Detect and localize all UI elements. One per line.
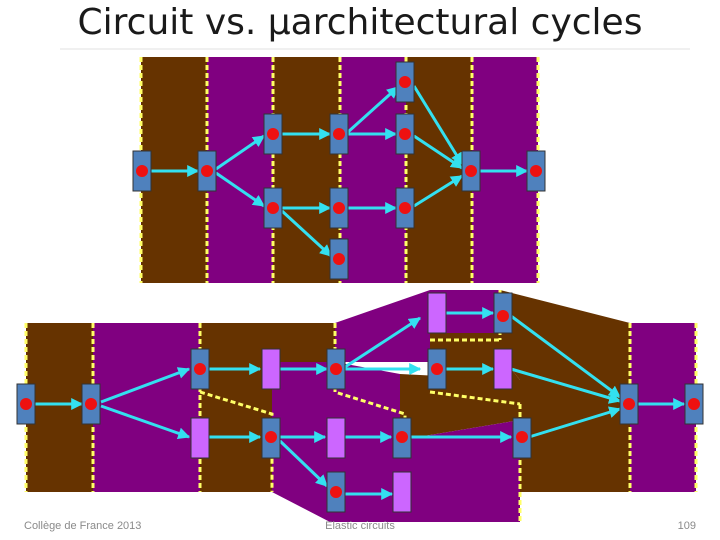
- empty-register: [494, 349, 512, 389]
- bottom-circuit: [17, 290, 703, 522]
- token-dot: [136, 165, 148, 177]
- token-dot: [85, 398, 97, 410]
- token-dot: [333, 253, 345, 265]
- token-dot: [330, 363, 342, 375]
- empty-register: [327, 418, 345, 458]
- token-dot: [688, 398, 700, 410]
- stage-band: [330, 492, 520, 522]
- footer-topic: Elastic circuits: [325, 520, 395, 532]
- empty-register: [393, 472, 411, 512]
- footer-institution: Collège de France 2013: [24, 520, 142, 532]
- token-dot: [265, 431, 277, 443]
- token-dot: [399, 128, 411, 140]
- bottom-stages: [26, 290, 696, 522]
- token-dot: [399, 76, 411, 88]
- token-dot: [333, 128, 345, 140]
- token-dot: [267, 128, 279, 140]
- empty-register: [428, 293, 446, 333]
- token-dot: [194, 363, 206, 375]
- empty-register: [191, 418, 209, 458]
- token-dot: [201, 165, 213, 177]
- token-dot: [396, 431, 408, 443]
- token-dot: [267, 202, 279, 214]
- token-dot: [399, 202, 411, 214]
- slide-number: 109: [677, 520, 696, 532]
- token-dot: [20, 398, 32, 410]
- token-dot: [330, 486, 342, 498]
- token-dot: [516, 431, 528, 443]
- token-dot: [431, 363, 443, 375]
- slide-title: Circuit vs. μarchitectural cycles: [77, 2, 643, 43]
- top-circuit: [133, 57, 545, 283]
- token-dot: [530, 165, 542, 177]
- token-dot: [333, 202, 345, 214]
- token-dot: [465, 165, 477, 177]
- empty-register: [262, 349, 280, 389]
- token-dot: [497, 310, 509, 322]
- token-dot: [623, 398, 635, 410]
